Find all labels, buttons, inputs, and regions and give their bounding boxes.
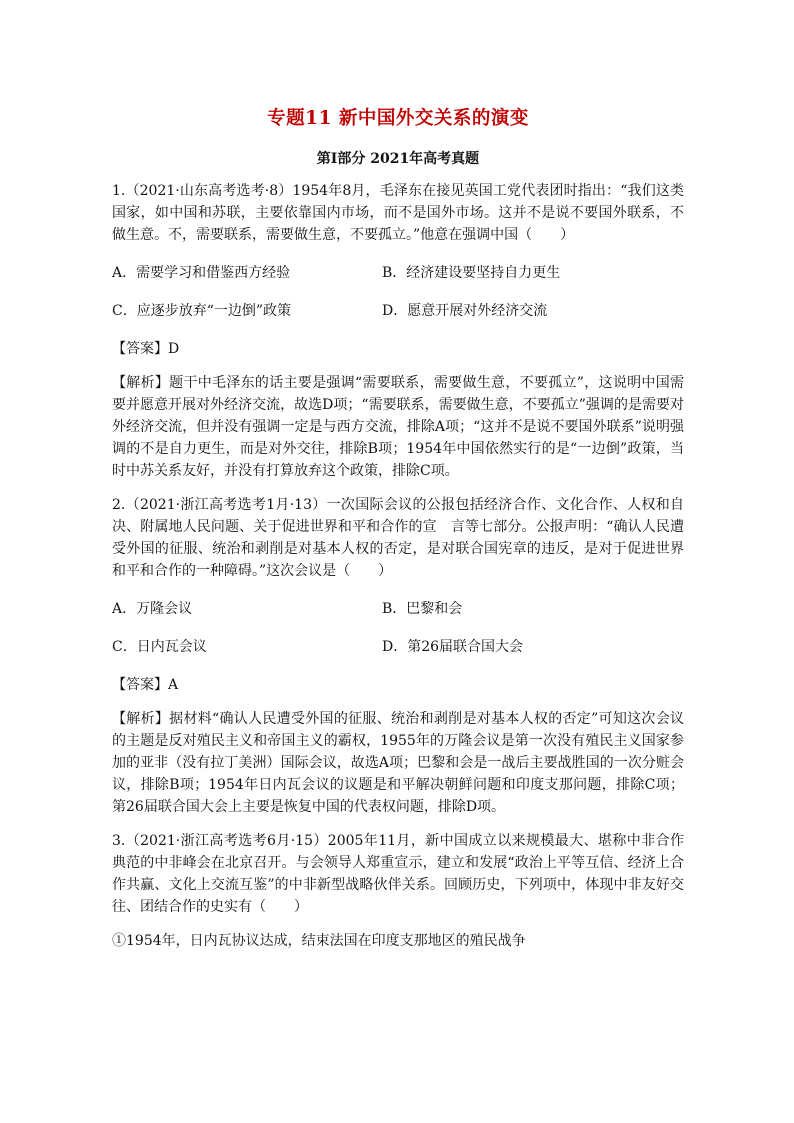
question-2-stem: 2.（2021·浙江高考选考1月·13）一次国际会议的公报包括经济合作、文化合作、人权和自决、附属地人民问题、关于促进世界和平和合作的宣 言等七部分。公报声明：“确认人民遭受外国的征服、统治和剥削是对基本人权的否定，是对联合国宪章的违反，是对于促进世界和平和合作的一种障碍。”这次会议是（ ） [112, 497, 684, 579]
document-subtitle: 第Ⅰ部分 2021年高考真题 [316, 151, 480, 167]
question-1-option-b: B．经济建设要坚持自力更生 [382, 265, 561, 281]
question-1-analysis: 【解析】题干中毛泽东的话主要是强调“需要联系，需要做生意，不要孤立”，这说明中国需要并愿意开展对外经济交流，故选D项；“需要联系，需要做生意，不要孤立”强调的是需要对外经济交流，但并没有强调一定是与西方交流，排除A项；“这并不是说不要国外联系”说明强调的不是自力更生，而是对外交往，排除B项；1954年中国依然实行的是“一边倒”政策，当时中苏关系友好，并没有打算放弃这个政策，排除C项。 [112, 375, 684, 479]
question-1-option-a: A．需要学习和借鉴西方经验 [112, 265, 291, 281]
question-2-option-c: C．日内瓦会议 [112, 639, 207, 655]
question-1-answer: 【答案】D [112, 341, 180, 357]
question-2-answer: 【答案】A [112, 677, 179, 693]
question-2-options [112, 582, 684, 658]
question-3-stem: 3.（2021·浙江高考选考6月·15）2005年11月，新中国成立以来规模最大、堪称中非合作典范的中非峰会在北京召开。与会领导人郑重宣示，建立和发展“政治上平等互信、经济上合作共赢、文化上交流互鉴”的中非新型战略伙伴关系。回顾历史，下列项中，体现中非友好交往、团结合作的史实有（ ） [112, 833, 684, 915]
question-2-option-d: D．第26届联合国大会 [382, 639, 524, 655]
question-1-option-c: C．应逐步放弃“一边倒”政策 [112, 303, 292, 319]
question-1-options [112, 246, 684, 322]
question-2-option-b: B．巴黎和会 [382, 601, 463, 617]
question-1-stem: 1.（2021·山东高考选考·8）1954年8月，毛泽东在接见英国工党代表团时指出：“我们这类国家，如中国和苏联，主要依靠国内市场，而不是国外市场。这并不是说不要国外联系，不做生意。不，需要联系，需要做生意，不要孤立。”他意在强调中国（ ） [112, 183, 684, 243]
question-2-option-a: A．万隆会议 [112, 601, 193, 617]
document-title: 专题11 新中国外交关系的演变 [267, 108, 529, 129]
question-3-item-1: ①1954年，日内瓦协议达成，结束法国在印度支那地区的殖民战争 [112, 933, 526, 949]
question-1-option-d: D．愿意开展对外经济交流 [382, 303, 548, 319]
document-page [112, 100, 684, 952]
question-2-analysis: 【解析】据材料“确认人民遭受外国的征服、统治和剥削是对基本人权的否定”可知这次会议的主题是反对殖民主义和帝国主义的霸权，1955年的万隆会议是第一次没有殖民主义国家参加的亚非（没有拉丁美洲）国际会议，故选A项；巴黎和会是一战后主要战胜国的一次分赃会议，排除B项；1954年日内瓦会议的议题是和平解决朝鲜问题和印度支那问题，排除C项；第26届联合国大会上主要是恢复中国的代表权问题，排除D项。 [112, 711, 684, 815]
